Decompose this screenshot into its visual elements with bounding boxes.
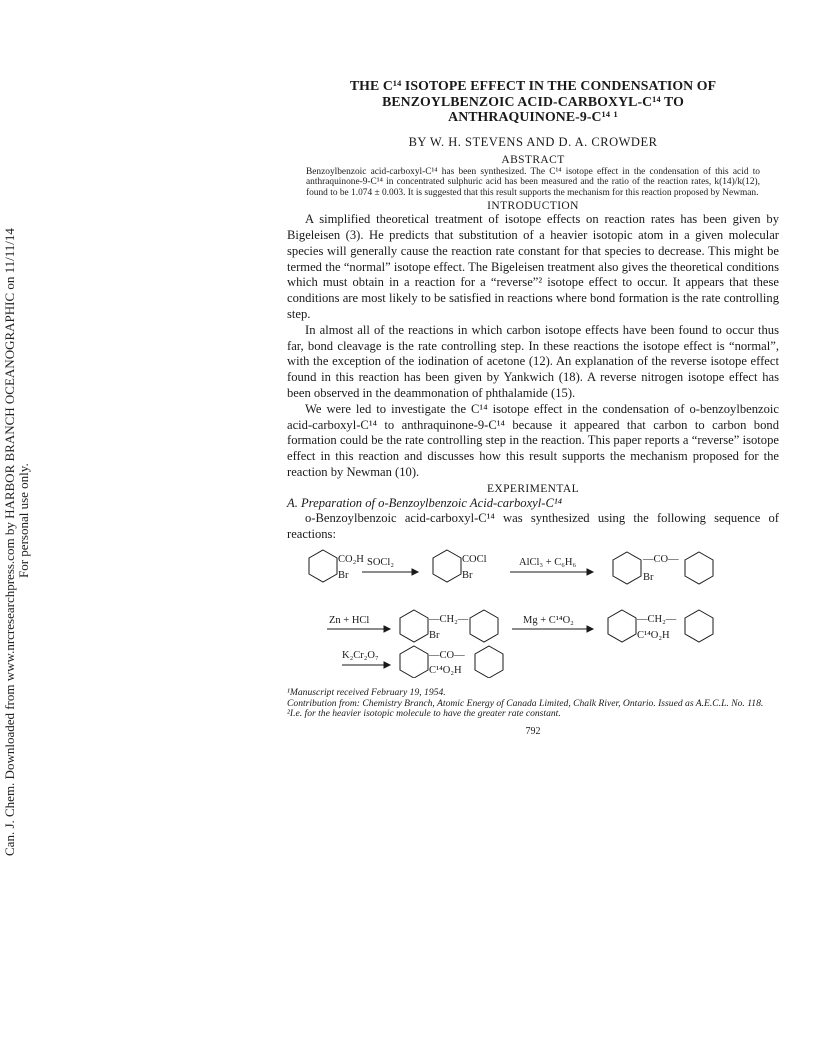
download-watermark bbox=[0, 0, 30, 1052]
benzene-ring-7 bbox=[608, 610, 636, 642]
benzene-ring-3 bbox=[613, 552, 641, 584]
arrow-2-head bbox=[587, 569, 593, 575]
benzene-ring-1 bbox=[309, 550, 337, 582]
experimental-subheading bbox=[287, 495, 779, 511]
arrow-5-head bbox=[384, 662, 390, 668]
label-c14o2h-b: C¹⁴O₂H bbox=[429, 665, 462, 677]
title-line-1: THE C¹⁴ ISOTOPE EFFECT IN THE CONDENSATION OF bbox=[349, 78, 717, 93]
label-br-3: Br bbox=[643, 572, 654, 584]
label-zn-hcl: Zn + HCl bbox=[329, 615, 370, 627]
footnote-1: ¹Manuscript received February 19, 1954. bbox=[287, 687, 446, 699]
arrow-3-head bbox=[384, 626, 390, 632]
label-socl2: SOCl₂ bbox=[367, 557, 395, 569]
footnote-3: ²I.e. for the heavier isotopic molecule to have the greater rate constant. bbox=[287, 708, 561, 720]
article-title bbox=[287, 78, 779, 125]
label-br-1: Br bbox=[338, 570, 349, 582]
label-br-4: Br bbox=[429, 630, 440, 642]
footnote-2: Contribution from: Chemistry Branch, Atomic Energy of Canada Limited, Chalk River, Ontario. Issued as A.E.C.L. No. 118. bbox=[287, 697, 764, 709]
experimental-heading: EXPERIMENTAL bbox=[486, 482, 580, 495]
benzene-ring-9 bbox=[400, 646, 428, 678]
arrow-4-head bbox=[587, 626, 593, 632]
abstract-heading: ABSTRACT bbox=[501, 153, 565, 166]
subheading-text: A. Preparation of o-Benzoylbenzoic Acid-carboxyl-C¹⁴ bbox=[287, 495, 563, 510]
label-alcl3: AlCl₃ + C₆H₆ bbox=[519, 557, 577, 569]
label-co2h: CO₂H bbox=[338, 554, 364, 566]
label-cocl: COCl bbox=[462, 554, 487, 566]
benzene-ring-2 bbox=[433, 550, 461, 582]
benzene-ring-4 bbox=[685, 552, 713, 584]
benzene-ring-10 bbox=[475, 646, 503, 678]
introduction-heading: INTRODUCTION bbox=[487, 200, 579, 213]
authors: BY W. H. STEVENS AND D. A. CROWDER bbox=[408, 134, 658, 149]
intro-paragraph-1: A simplified theoretical treatment of isotope effects on reaction rates has been given by Bigeleisen (3). He predicts that substitution of a heavier isotopic atom in a given molecular species will generally cause the reaction rate constant for that species to decrease. This might be termed the “normal” isotope effect. The Bigeleisen treatment also gives the theoretical conditions which must obtain in a reaction for a “reverse”² isotope effect to occur. It appears that these conditions are most likely to be satisfied in reactions where bond formation is the rate controlling step. bbox=[287, 212, 779, 322]
article-page bbox=[287, 78, 779, 737]
label-co: —CO— bbox=[643, 554, 679, 566]
intro-paragraph-3: We were led to investigate the C¹⁴ isotope effect in the condensation of o-benzoylbenzoic acid-carboxyl-C¹⁴ to anthraquinone-9-C¹⁴ because it appeared that carbon to carbon bond formation could be the rate controlling step in the reaction. This paper reports a “reverse” isotope effect in this reaction and discusses how this result supports the mechanism proposed for the reaction by Newman (10). bbox=[287, 401, 779, 480]
arrow-1-head bbox=[412, 569, 418, 575]
abstract-text: Benzoylbenzoic acid-carboxyl-C¹⁴ has been synthesized. The C¹⁴ isotope effect in the condensation of this acid to anthraquinone-9-C¹⁴ in concentrated sulphuric acid has been measured and the ratio of the reaction rates, k(14)/k(12), found to be 1.074 ± 0.003. It is suggested that this result supports the mechanism for this reaction proposed by Newman. bbox=[306, 166, 760, 198]
benzene-ring-5 bbox=[400, 610, 428, 642]
label-ch2: —CH₂— bbox=[429, 614, 469, 626]
reaction-scheme bbox=[287, 548, 779, 678]
label-co-2: —CO— bbox=[429, 650, 465, 662]
title-line-2: BENZOYLBENZOIC ACID-CARBOXYL-C¹⁴ TO bbox=[382, 93, 684, 109]
label-br-2: Br bbox=[462, 570, 473, 582]
watermark-line-2: For personal use only. bbox=[16, 463, 31, 578]
benzene-ring-6 bbox=[470, 610, 498, 642]
page-number: 792 bbox=[525, 725, 541, 737]
label-c14o2h: C¹⁴O₂H bbox=[637, 630, 670, 642]
label-ch2-b: —CH₂— bbox=[637, 614, 677, 626]
watermark-line-1: Can. J. Chem. Downloaded from www.nrcresearchpress.com by HARBOR BRANCH OCEANOGRAPHIC on 11/11/14 bbox=[2, 228, 17, 856]
benzene-ring-8 bbox=[685, 610, 713, 642]
label-mg-co2: Mg + C¹⁴O₂ bbox=[523, 615, 574, 627]
intro-paragraph-2: In almost all of the reactions in which carbon isotope effects have been found to occur thus far, bond cleavage is the rate controlling step. In these reactions the isotope effect is “normal”, with the exception of the iodination of acetone (12). An explanation of the reverse isotope effect found in this reaction has been given by Yankwich (18). A reverse nitrogen isotope effect has been observed in the deammonation of phthalamide (15). bbox=[287, 322, 779, 401]
footnotes bbox=[287, 688, 779, 719]
experimental-paragraph-1: o-Benzoylbenzoic acid-carboxyl-C¹⁴ was synthesized using the following sequence of reactions: bbox=[287, 510, 779, 541]
label-k2cr2o7: K₂Cr₂O₇ bbox=[342, 650, 379, 662]
title-line-3: ANTHRAQUINONE-9-C¹⁴ ¹ bbox=[448, 109, 618, 124]
